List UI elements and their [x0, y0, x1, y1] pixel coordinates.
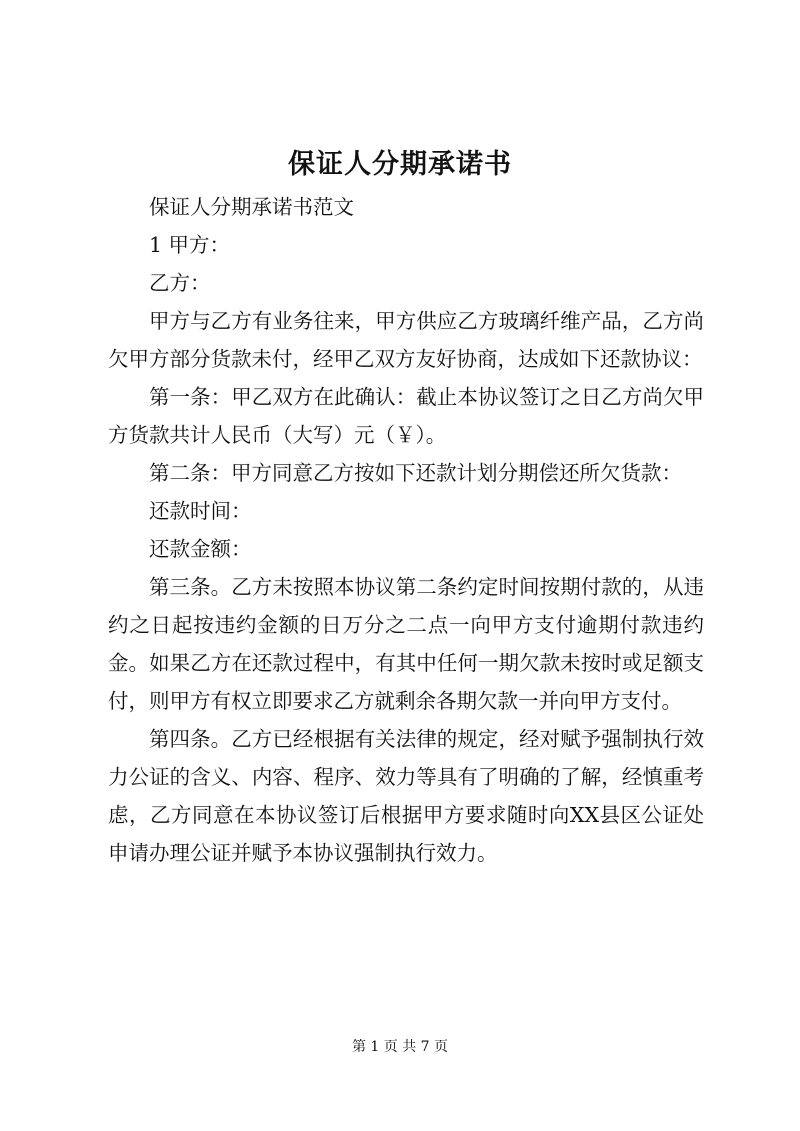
paragraph-background: 甲方与乙方有业务往来，甲方供应乙方玻璃纤维产品，乙方尚欠甲方部分货款未付，经甲乙双方友好协商，达成如下还款协议： — [108, 309, 704, 371]
paragraph-repayment-time: 还款时间： — [149, 499, 252, 523]
paragraph-article-2: 第二条：甲方同意乙方按如下还款计划分期偿还所欠货款： — [149, 461, 682, 485]
paragraph-article-3: 第三条。乙方未按照本协议第二条约定时间按期付款的，从违约之日起按违约金额的日万分之二点一向甲方支付逾期付款违约金。如果乙方在还款过程中，有其中任何一期欠款未按时或足额支付，则甲方有权立即要求乙方就剩余各期欠款一并向甲方支付。 — [108, 575, 704, 713]
paragraph-article-1: 第一条：甲乙双方在此确认：截止本协议签订之日乙方尚欠甲方货款共计人民币（大写）元（￥）。 — [108, 385, 704, 447]
paragraph-article-4: 第四条。乙方已经根据有关法律的规定，经对赋予强制执行效力公证的含义、内容、程序、效力等具有了明确的了解，经慎重考虑，乙方同意在本协议签订后根据甲方要求随时向XX县区公证处申请办理公证并赋予本协议强制执行效力。 — [108, 727, 704, 865]
document-body — [108, 188, 704, 872]
paragraph-repayment-amount: 还款金额： — [149, 537, 252, 561]
paragraph-subtitle: 保证人分期承诺书范文 — [149, 195, 354, 219]
paragraph-party-a: 1 甲方： — [149, 233, 231, 257]
page-footer: 第 1 页 共 7 页 — [351, 1039, 449, 1055]
paragraph-party-b: 乙方： — [149, 271, 211, 295]
document-title: 保证人分期承诺书 — [288, 149, 512, 180]
